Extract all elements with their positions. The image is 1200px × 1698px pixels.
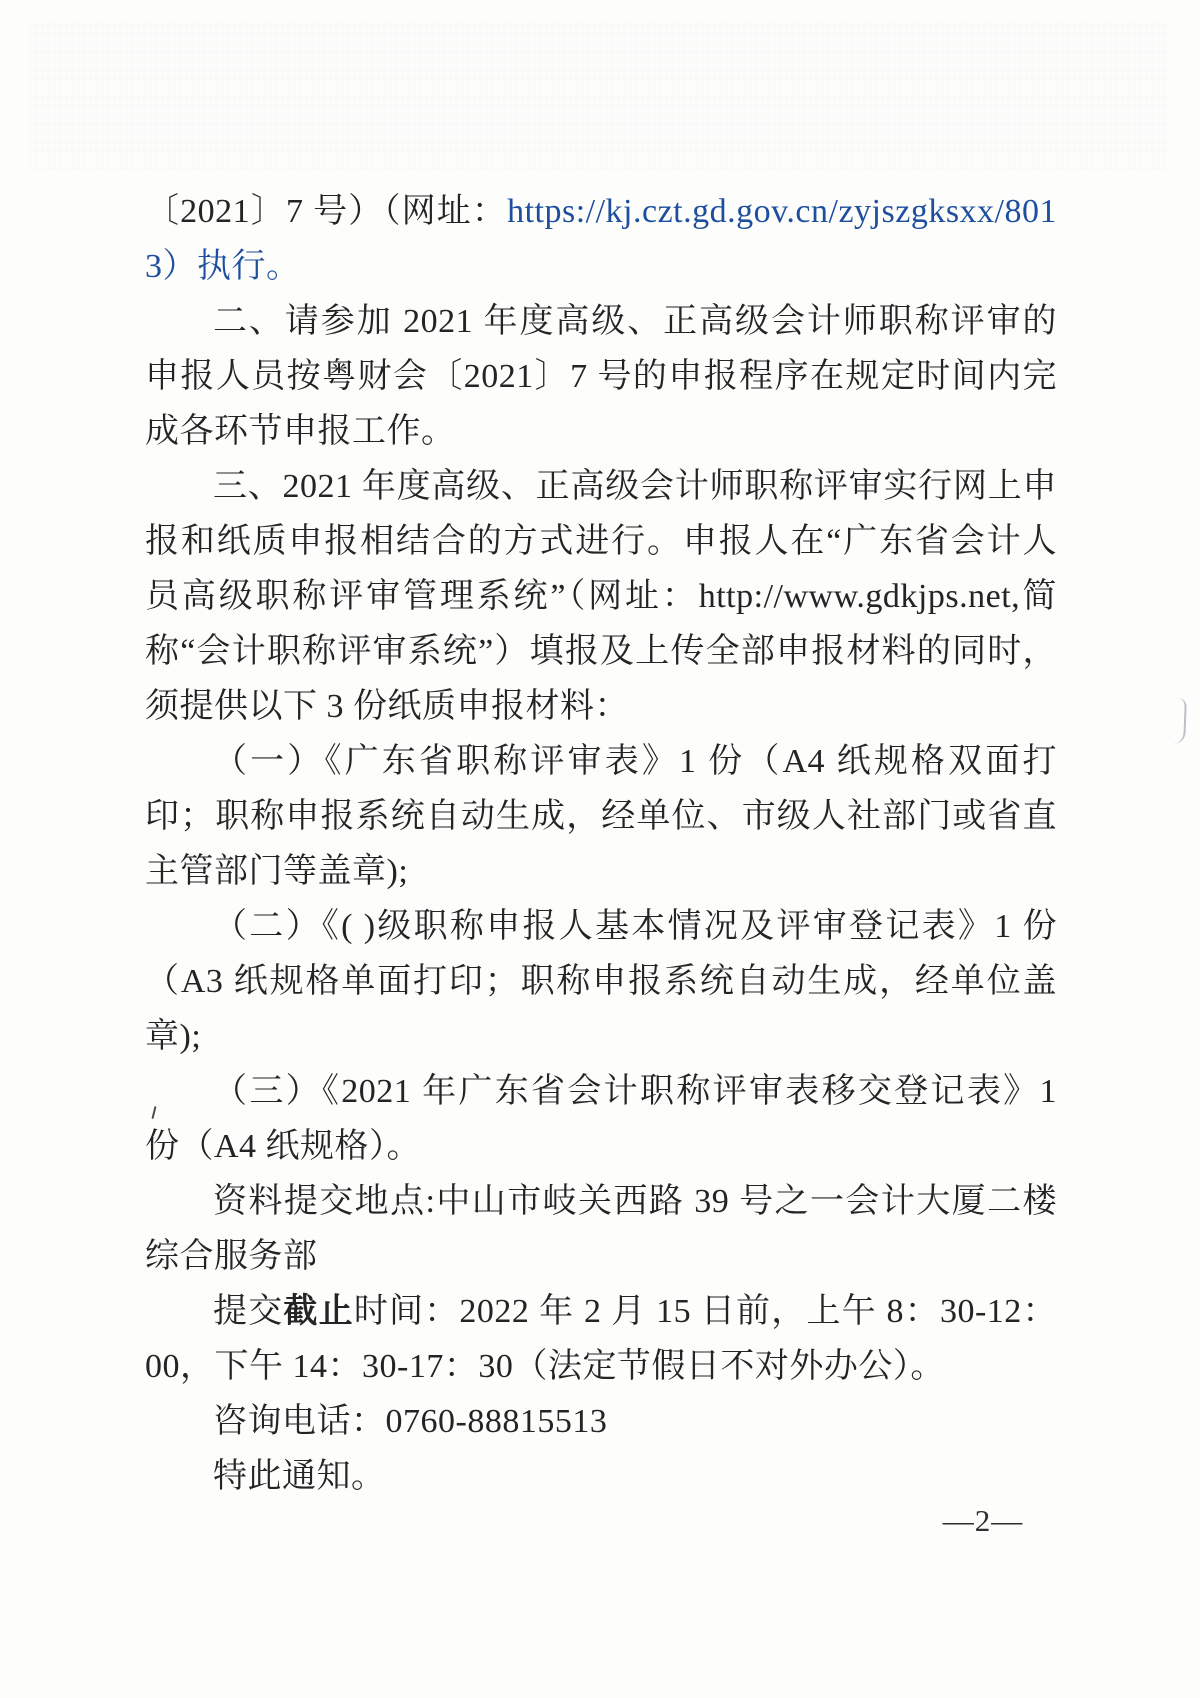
para-closing: 特此通知。 <box>213 1458 386 1495</box>
deadline-detail: 时间：2022 年 2 月 15 日前，上午 8：30-12：00，下午 14：30-17：30（法定节假日不对外办公）。 <box>145 1293 1057 1385</box>
para-deadline <box>145 1284 1057 1394</box>
deadline-bold-text: 截止 <box>283 1292 354 1330</box>
para-material-two: （二）《( )级职称申报人基本情况及评审登记表》1 份（A3 纸规格单面打印；职称申报系统自动生成，经单位盖章); <box>145 908 1057 1055</box>
para-phone: 咨询电话：0760-88815513 <box>213 1403 608 1440</box>
para-material-one: （一）《广东省职称评审表》1 份（A4 纸规格双面打印；职称申报系统自动生成，经单位、市级人社部门或省直主管部门等盖章); <box>145 743 1057 890</box>
scan-artifact-curve <box>1173 698 1187 744</box>
document-body <box>145 184 1057 1504</box>
scan-noise-texture <box>30 20 1170 170</box>
page-number: —2— <box>942 1503 1024 1538</box>
para-continuation <box>145 184 1057 294</box>
para-material-three: （三）《2021 年广东省会计职称评审表移交登记表》1 份（A4 纸规格）。 <box>145 1073 1057 1165</box>
doc-number-text: 〔2021〕7 号）（网址： <box>145 193 508 230</box>
para-item-two: 二、请参加 2021 年度高级、正高级会计师职称评审的申报人员按粤财会〔2021〕7 号的申报程序在规定时间内完成各环节申报工作。 <box>145 303 1057 450</box>
para-continuation-tail: ）执行。 <box>162 248 301 285</box>
deadline-prefix: 提交 <box>213 1293 284 1330</box>
para-item-three: 三、2021 年度高级、正高级会计师职称评审实行网上申报和纸质申报相结合的方式进行。申报人在“广东省会计人员高级职称评审管理系统”（网址：http://www.gdkjps.net,简称“会计职称评审系统”）填报及上传全部申报材料的同时，须提供以下 3 份纸质申报材料： <box>145 468 1057 725</box>
para-submit-location: 资料提交地点:中山市岐关西路 39 号之一会计大厦二楼综合服务部 <box>145 1183 1057 1275</box>
review-scheme-url-link[interactable]: https://kj.czt.gd.gov.cn/zyjszgksxx/8013 <box>145 193 1057 285</box>
